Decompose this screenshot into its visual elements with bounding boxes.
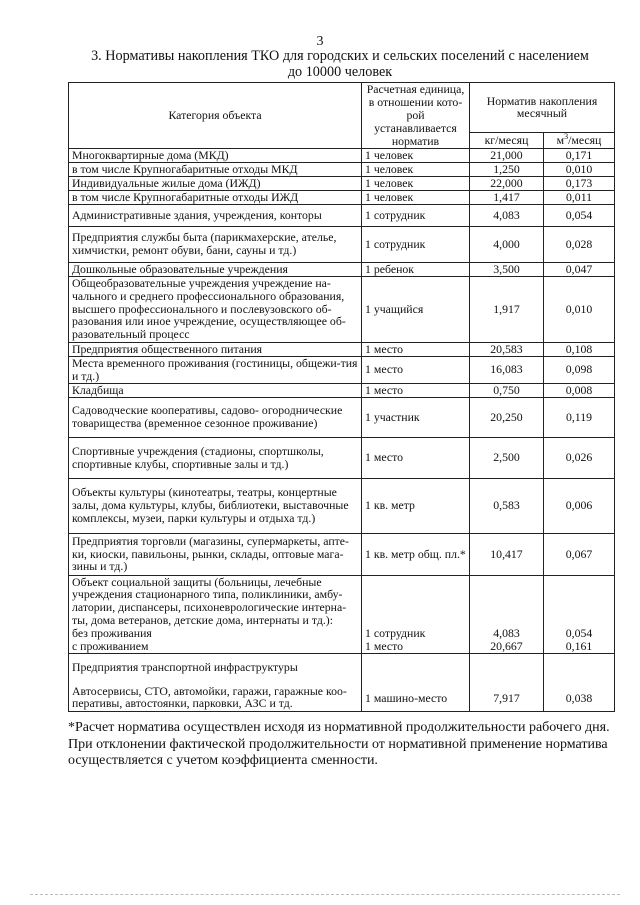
row-unit: 1 участник [362,397,470,437]
row-unit-transport: 1 машино-место [362,653,470,711]
row-kg: 1,250 [470,162,544,176]
row-category: Места временного проживания (гостиницы, общежи-тия и тд.) [69,356,362,383]
table-row-social [69,575,615,653]
row-category: Административные здания, учреждения, конторы [69,204,362,226]
row-category: Предприятия торговли (магазины, супермаркеты, апте-ки, киоски, павильоны, рынки, склады, оптовые мага-зины и тд.) [69,533,362,575]
row-unit: 1 место [362,356,470,383]
table-row [69,397,615,437]
row-kg: 1,417 [470,190,544,204]
transport-category: Автосервисы, СТО, автомойки, гаражи, гаражные коо-перативы, автостоянки, парковки, АЗС и тд. [72,683,347,711]
table-row-transport [69,653,615,711]
table-row [69,226,615,262]
row-kg: 21,000 [470,148,544,162]
social-sub1-m3: 0,054 [565,626,593,641]
social-category: Объект социальной защиты (больницы, лечебные учреждения стационарного типа, поликлиники, амбу-латории, диспансеры, психоневрологические интерна-ты, дома ветеранов, детские дома, интернаты и тд.): [72,574,347,628]
table-row [69,262,615,276]
row-kg: 0,583 [470,478,544,533]
row-category-transport [69,653,362,711]
row-kg: 3,500 [470,262,544,276]
row-category-social [69,575,362,653]
row-m3: 0,047 [544,262,615,276]
page-bottom-divider [30,894,620,895]
title-line-2: до 10000 человек [287,64,393,80]
social-sub2-unit: 1 место [365,639,403,654]
header-m3 [544,132,615,148]
row-kg: 4,083 [470,204,544,226]
table-row [69,356,615,383]
row-category: Спортивные учреждения (стадионы, спортшколы, спортивные клубы, спортивные залы и тд.) [69,437,362,478]
social-sub1-unit: 1 сотрудник [365,626,426,641]
row-m3: 0,098 [544,356,615,383]
social-sub2-kg: 20,667 [490,639,523,654]
table-row [69,190,615,204]
table-row [69,437,615,478]
row-m3: 0,006 [544,478,615,533]
row-unit: 1 человек [362,162,470,176]
row-m3: 0,119 [544,397,615,437]
social-sub1-kg: 4,083 [493,626,520,641]
row-category: Многоквартирные дома (МКД) [69,148,362,162]
footnote: *Расчет норматива осуществлен исходя из нормативной продолжительности рабочего дня. При отклонении фактической продолжительности от нормативной применение норматива осуществляется с учетом коэффициента сменности. [68,720,610,768]
table-row [69,342,615,356]
row-category: Индивидуальные жилые дома (ИЖД) [69,176,362,190]
row-kg: 2,500 [470,437,544,478]
row-m3-transport: 0,038 [544,653,615,711]
row-unit: 1 кв. метр [362,478,470,533]
header-m3-prefix: м [556,132,565,147]
row-m3: 0,011 [544,190,615,204]
row-category: Дошкольные образовательные учреждения [69,262,362,276]
row-unit: 1 место [362,437,470,478]
header-m3-sup: 3 [564,131,569,141]
row-m3: 0,067 [544,533,615,575]
row-unit: 1 место [362,383,470,397]
row-kg-social [470,575,544,653]
row-unit: 1 место [362,342,470,356]
row-kg: 16,083 [470,356,544,383]
row-m3: 0,054 [544,204,615,226]
row-unit: 1 человек [362,190,470,204]
row-unit: 1 учащийся [362,276,470,342]
table-row [69,276,615,342]
header-category: Категория объекта [69,83,362,149]
row-kg-transport: 7,917 [470,653,544,711]
social-sub2-label: с проживанием [72,639,149,654]
row-unit: 1 сотрудник [362,226,470,262]
social-sub1-label: без проживания [72,626,152,641]
row-m3: 0,028 [544,226,615,262]
page-number: 3 [316,34,324,49]
row-category: Кладбища [69,383,362,397]
row-kg: 4,000 [470,226,544,262]
section-title [60,48,620,80]
row-category: Общеобразовательные учреждения учреждение на-чального и среднего профессионального образования, высшего профессионального и послевузовского об-разования или иное учреждение, осуществляющее об-разовательный процесс [69,276,362,342]
row-m3: 0,008 [544,383,615,397]
row-unit: 1 человек [362,148,470,162]
norms-table [68,82,615,712]
header-kg: кг/месяц [470,132,544,148]
row-unit: 1 ребенок [362,262,470,276]
row-kg: 0,750 [470,383,544,397]
row-unit: 1 кв. метр общ. пл.* [362,533,470,575]
row-category: в том числе Крупногабаритные отходы ИЖД [69,190,362,204]
row-m3: 0,171 [544,148,615,162]
row-m3-social [544,575,615,653]
row-kg: 22,000 [470,176,544,190]
row-kg: 10,417 [470,533,544,575]
row-category: Садоводческие кооперативы, садово- огороднические товарищества (временное сезонное проживание) [69,397,362,437]
row-m3: 0,026 [544,437,615,478]
table-row [69,148,615,162]
row-m3: 0,010 [544,276,615,342]
row-category: Предприятия общественного питания [69,342,362,356]
row-category: Предприятия службы быта (парикмахерские, ателье, химчистки, ремонт обуви, бани, сауны и тд.) [69,226,362,262]
row-m3: 0,010 [544,162,615,176]
row-kg: 1,917 [470,276,544,342]
title-line-1: 3. Нормативы накопления ТКО для городских и сельских поселений с населением [91,48,589,64]
table-row [69,204,615,226]
row-category: Объекты культуры (кинотеатры, театры, концертные залы, дома культуры, клубы, библиотеки, выставочные комплексы, музеи, парки культуры и отдыха тд.) [69,478,362,533]
table-row [69,383,615,397]
social-sub2-m3: 0,161 [565,639,593,654]
table-row [69,533,615,575]
row-unit-social [362,575,470,653]
transport-title: Предприятия транспортной инфраструктуры [72,659,298,674]
table-row [69,478,615,533]
row-m3: 0,173 [544,176,615,190]
row-kg: 20,250 [470,397,544,437]
header-unit: Расчетная единица, в отношении кото-рой устанавливается норматив [362,83,470,149]
header-m3-suffix: /месяц [568,132,602,147]
row-unit: 1 человек [362,176,470,190]
header-norm: Норматив накопления месячный [470,83,615,133]
row-m3: 0,108 [544,342,615,356]
table-row [69,162,615,176]
row-unit: 1 сотрудник [362,204,470,226]
row-kg: 20,583 [470,342,544,356]
table-row [69,176,615,190]
row-category: в том числе Крупногабаритные отходы МКД [69,162,362,176]
